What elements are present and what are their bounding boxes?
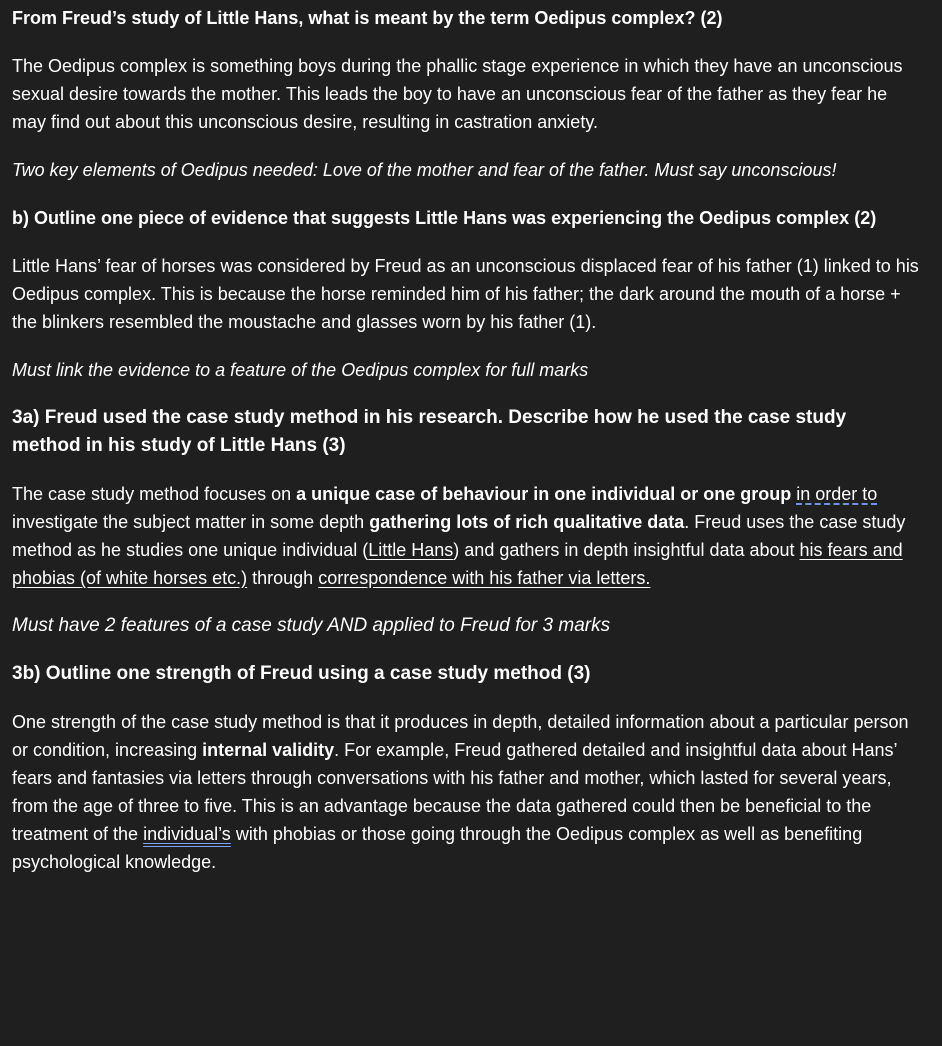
question-1-marking-note: Two key elements of Oedipus needed: Love of the mother and fear of the father. Must say unconscious! [12, 160, 837, 180]
question-3b-answer [12, 708, 920, 876]
question-1b-answer: Little Hans’ fear of horses was considered by Freud as an unconscious displaced fear of his father (1) linked to his Oedipus complex. This is because the horse reminded him of his father; the dark around the mouth of a horse + the blinkers resembled the moustache and glasses worn by his father (1). [12, 256, 919, 332]
underlined-term: his fears and phobias (of white horses etc.) [12, 540, 903, 588]
question-1-answer: The Oedipus complex is something boys during the phallic stage experience in which they have an unconscious sexual desire towards the mother. This leads the boy to have an unconscious fear of the father as they fear he may find out about this unconscious desire, resulting in castration anxiety. [12, 56, 903, 132]
answer-text: One strength of the case study method is that it produces in depth, detailed information about a particular person or condition, increasing [12, 712, 909, 760]
answer-text: through [247, 568, 319, 588]
grammar-suggestion[interactable]: in order to [796, 484, 878, 504]
grammar-suggestion[interactable]: individual’s [143, 824, 231, 844]
answer-text: . Freud uses the case study method as he studies one unique individual ( [12, 512, 906, 560]
answer-text: investigate the subject matter in some depth [12, 512, 370, 532]
answer-text: ) and gathers in depth insightful data about [453, 540, 800, 560]
question-3a-heading: 3a) Freud used the case study method in his research. Describe how he used the case study method in his study of Little Hans (3) [12, 407, 847, 456]
question-1b-heading: b) Outline one piece of evidence that suggests Little Hans was experiencing the Oedipus complex (2) [12, 208, 877, 228]
question-3a-answer [12, 480, 920, 592]
answer-text: The case study method focuses on [12, 484, 297, 504]
question-3b-heading: 3b) Outline one strength of Freud using a case study method (3) [12, 663, 591, 684]
answer-text: with phobias or those going through the Oedipus complex as well as benefiting psychological knowledge. [12, 824, 863, 872]
key-term: a unique case of behaviour in one individual or one group [296, 484, 792, 504]
key-term: internal validity [202, 740, 335, 760]
underlined-term: correspondence with his father via letters. [318, 568, 651, 588]
answer-text: . For example, Freud gathered detailed and insightful data about Hans’ fears and fantasies via letters through conversations with his father and mother, which lasted for several years, from the age of three to five. This is an advantage because the data gathered could then be beneficial to the treatment of the [12, 740, 897, 844]
question-3a-marking-note: Must have 2 features of a case study AND applied to Freud for 3 marks [12, 615, 611, 636]
question-1-heading: From Freud’s study of Little Hans, what is meant by the term Oedipus complex? (2) [12, 8, 723, 28]
underlined-term: Little Hans [368, 540, 454, 560]
key-term: gathering lots of rich qualitative data [369, 512, 685, 532]
question-1b-marking-note: Must link the evidence to a feature of the Oedipus complex for full marks [12, 360, 589, 380]
